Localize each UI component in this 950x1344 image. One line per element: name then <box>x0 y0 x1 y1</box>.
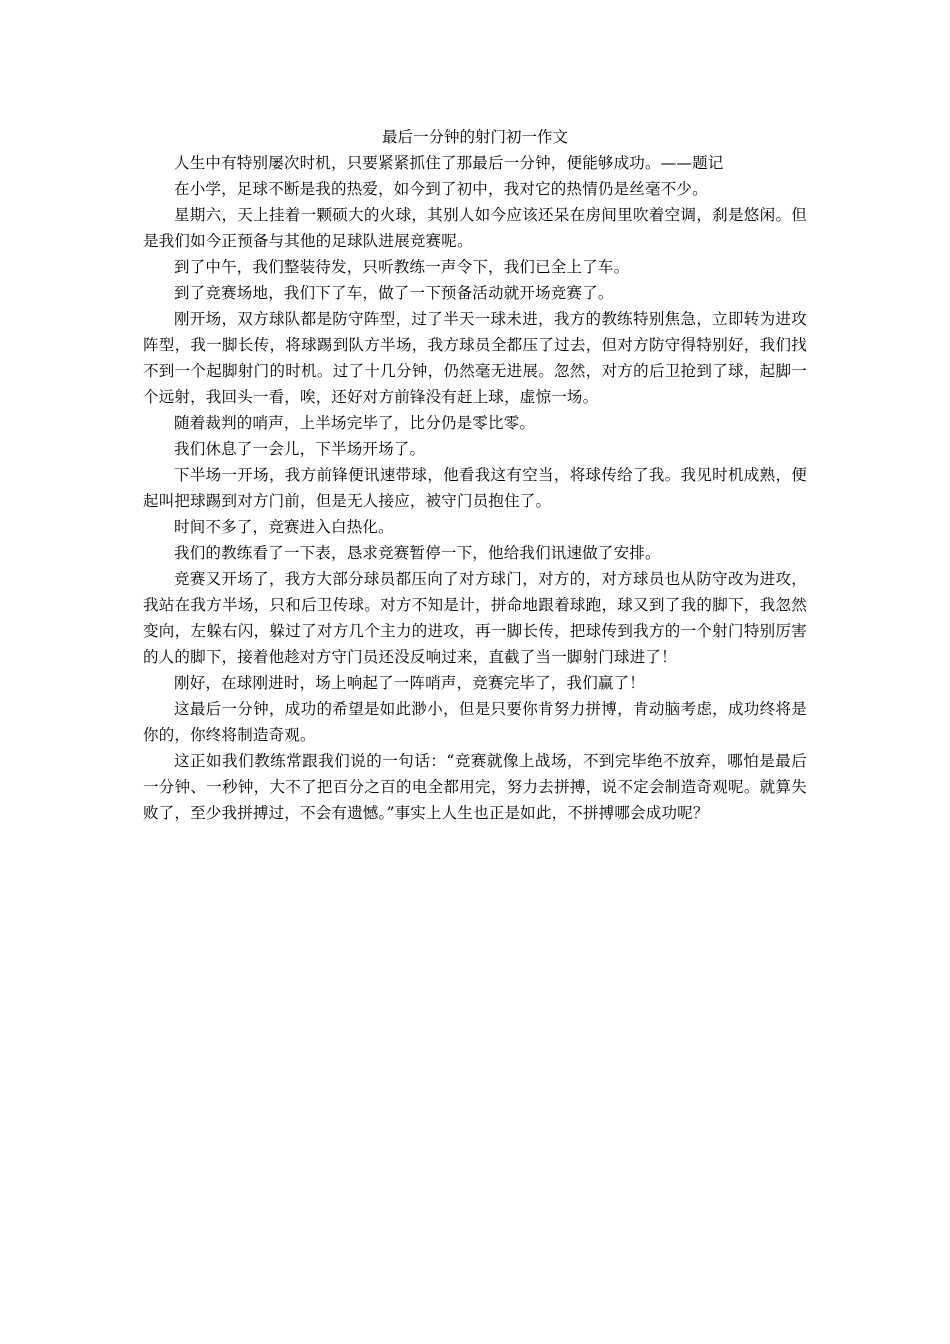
paragraph: 人生中有特别屡次时机，只要紧紧抓住了那最后一分钟，便能够成功。——题记 <box>174 154 724 172</box>
paragraph: 这正如我们教练常跟我们说的一句话：“竞赛就像上战场，不到完毕绝不放弃，哪怕是最后一分钟、一秒钟，大不了把百分之百的电全都用完，努力去拼搏，说不定会制造奇观呢。就算失败了，至少我拼搏过，不会有遗憾。”事实上人生也正是如此，不拼搏哪会成功呢？ <box>143 752 807 822</box>
paragraph: 在小学，足球不断是我的热爱，如今到了初中，我对它的热情仍是丝毫不少。 <box>174 180 708 198</box>
paragraph: 刚好，在球刚进时，场上响起了一阵哨声，竞赛完毕了，我们赢了！ <box>174 674 646 692</box>
paragraph: 我们休息了一会儿，下半场开场了。 <box>174 440 426 458</box>
paragraph: 到了中午，我们整装待发，只听教练一声令下，我们已全上了车。 <box>174 258 630 276</box>
paragraph: 星期六，天上挂着一颗硕大的火球，其别人如今应该还呆在房间里吹着空调，刹是悠闲。但是我们如今正预备与其他的足球队进展竞赛呢。 <box>143 206 807 250</box>
paragraph: 这最后一分钟，成功的希望是如此渺小，但是只要你肯努力拼博，肯动脑考虑，成功终将是你的，你终将制造奇观。 <box>143 700 807 744</box>
document-page <box>143 124 807 826</box>
paragraph: 时间不多了，竞赛进入白热化。 <box>174 518 394 536</box>
paragraph: 刚开场，双方球队都是防守阵型，过了半天一球未进，我方的教练特别焦急，立即转为进攻阵型，我一脚长传，将球踢到队方半场，我方球员全都压了过去，但对方防守得特别好，我们找不到一个起脚射门的时机。过了十几分钟，仍然毫无进展。忽然，对方的后卫抢到了球，起脚一个远射，我回头一看，唉，还好对方前锋没有赶上球，虚惊一场。 <box>143 310 807 406</box>
document-title: 最后一分钟的射门初一作文 <box>381 128 568 146</box>
paragraph: 到了竞赛场地，我们下了车，做了一下预备活动就开场竞赛了。 <box>174 284 614 302</box>
paragraph: 随着裁判的哨声，上半场完毕了，比分仍是零比零。 <box>174 414 536 432</box>
paragraph: 下半场一开场，我方前锋便讯速带球，他看我这有空当，将球传给了我。我见时机成熟，便起叫把球踢到对方门前，但是无人接应，被守门员抱住了。 <box>143 466 807 510</box>
paragraph: 竞赛又开场了，我方大部分球员都压向了对方球门，对方的，对方球员也从防守改为进攻，我站在我方半场，只和后卫传球。对方不知是计，拼命地跟着球跑，球又到了我的脚下，我忽然变向，左躲右闪，躲过了对方几个主力的进攻，再一脚长传，把球传到我方的一个射门特别厉害的人的脚下，接着他趁对方守门员还没反响过来，直截了当一脚射门球进了！ <box>143 570 807 666</box>
paragraph: 我们的教练看了一下表，恳求竞赛暂停一下，他给我们讯速做了安排。 <box>174 544 661 562</box>
